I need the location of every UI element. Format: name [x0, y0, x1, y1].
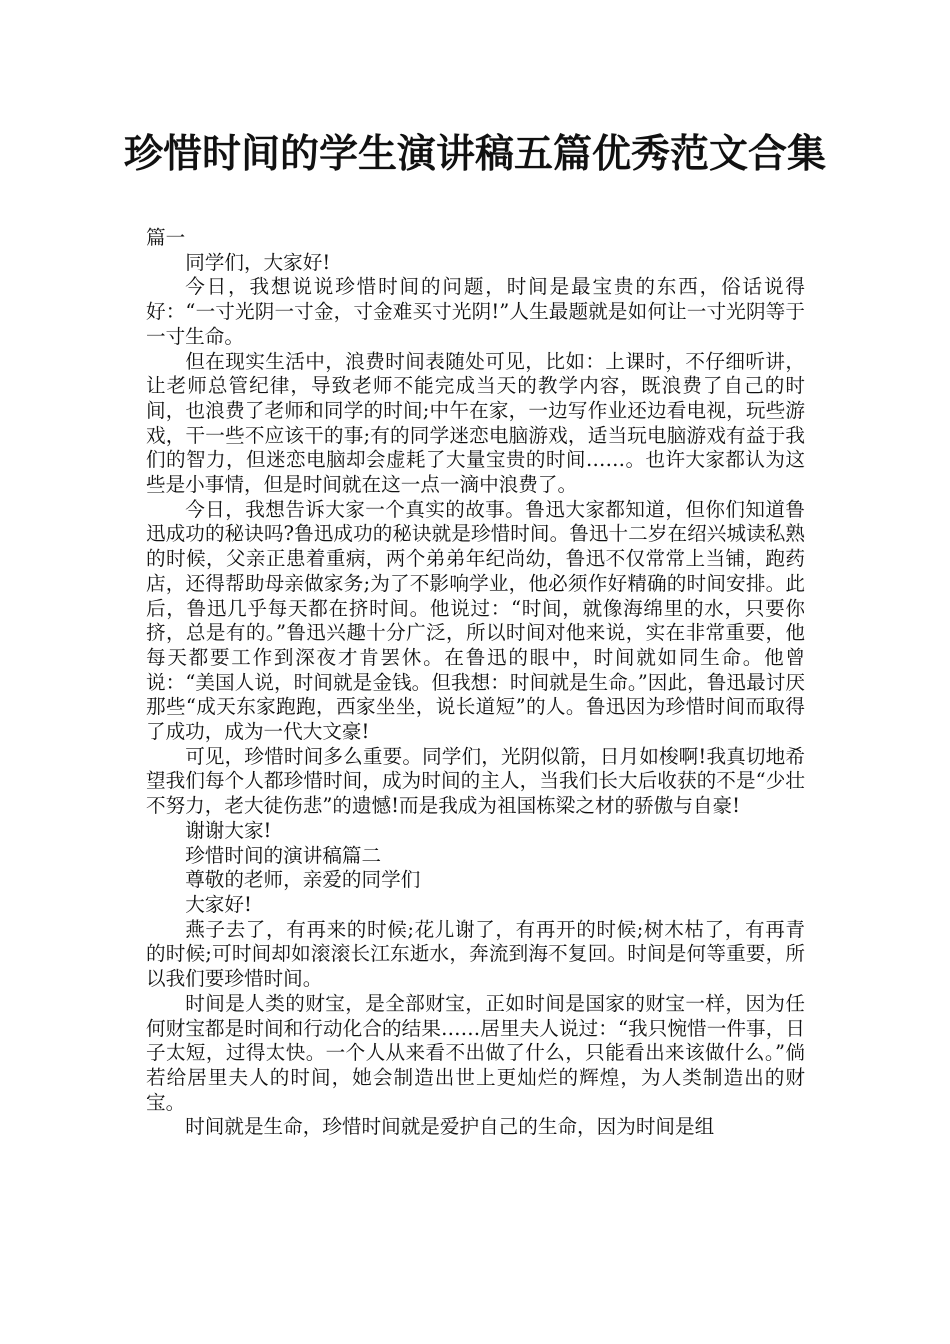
paragraph: 尊敬的老师，亲爱的同学们	[185, 868, 421, 892]
paragraph: 今日，我想告诉大家一个真实的故事。鲁迅大家都知道，但你们知道鲁迅成功的秘诀吗?鲁迅成功的秘诀就是珍惜时间。鲁迅十二岁在绍兴城读私熟的时候，父亲正患着重病，两个弟弟年纪尚幼，鲁迅不仅常常上当铺，跑药店，还得帮助母亲做家务;为了不影响学业，他必须作好精确的时间安排。此后，鲁迅几乎每天都在挤时间。他说过：“时间，就像海绵里的水，只要你挤，总是有的。”鲁迅兴趣十分广泛，所以时间对他来说，实在非常重要，他每天都要工作到深夜才肯罢休。在鲁迅的眼中，时间就如同生命。他曾说：“美国人说，时间就是金钱。但我想：时间就是生命。”因此，鲁迅最讨厌那些“成天东家跑跑，西家坐坐，说长道短”的人。鲁迅因为珍惜时间而取得了成功，成为一代大文豪!	[146, 497, 805, 744]
paragraph: 谢谢大家!	[185, 818, 272, 842]
paragraph: 但在现实生活中，浪费时间表随处可见，比如：上课时，不仔细听讲，让老师总管纪律，导致老师不能完成当天的教学内容，既浪费了自己的时间，也浪费了老师和同学的时间;中午在家，一边写作业还边看电视，玩些游戏，干一些不应该干的事;有的同学迷恋电脑游戏，适当玩电脑游戏有益于我们的智力，但迷恋电脑却会虚耗了大量宝贵的时间……。也许大家都认为这些是小事情，但是时间就在这一点一滴中浪费了。	[146, 349, 805, 497]
section-heading: 珍惜时间的演讲稿篇二	[185, 843, 382, 867]
paragraph: 同学们，大家好!	[185, 250, 331, 274]
paragraph: 时间是人类的财宝，是全部财宝，正如时间是国家的财宝一样，因为任何财宝都是时间和行动化合的结果……居里夫人说过：“我只惋惜一件事，日子太短，过得太快。一个人从来看不出做了什么，只能看出来该做什么。”倘若给居里夫人的时间，她会制造出世上更灿烂的辉煌，为人类制造出的财宝。	[146, 991, 805, 1114]
section-label: 篇一	[146, 226, 186, 249]
paragraph: 时间就是生命，珍惜时间就是爱护自己的生命，因为时间是组	[185, 1115, 715, 1139]
document-title: 珍惜时间的学生演讲稿五篇优秀范文合集	[123, 132, 826, 177]
paragraph: 大家好!	[185, 892, 252, 916]
paragraph: 今日，我想说说珍惜时间的问题，时间是最宝贵的东西，俗话说得好：“一寸光阴一寸金，寸金难买寸光阴!”人生最题就是如何让一寸光阴等于一寸生命。	[146, 275, 805, 348]
paragraph: 可见，珍惜时间多么重要。同学们，光阴似箭，日月如梭啊!我真切地希望我们每个人都珍惜时间，成为时间的主人，当我们长大后收获的不是“少壮不努力，老大徒伤悲”的遗憾!而是我成为祖国栋梁之材的骄傲与自豪!	[146, 744, 805, 818]
paragraph: 燕子去了，有再来的时候;花儿谢了，有再开的时候;树木枯了，有再青的时候;可时间却如滚滚长江东逝水，奔流到海不复回。时间是何等重要，所以我们要珍惜时间。	[146, 917, 805, 991]
document-body	[146, 226, 805, 1140]
